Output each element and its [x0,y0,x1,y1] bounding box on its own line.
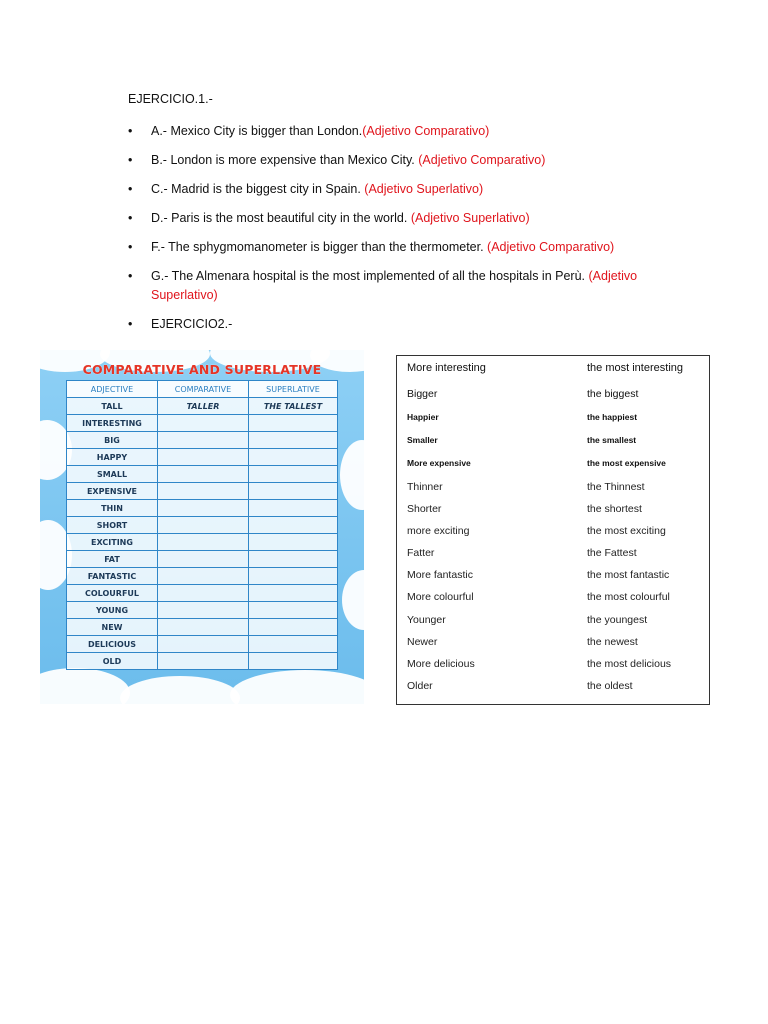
superlative-cell [249,534,338,551]
comparative-cell [158,517,249,534]
superlative-answer: the most expensive [587,458,666,468]
list-item [128,180,668,199]
comparative-cell [158,619,249,636]
superlative-answer: the oldest [587,680,633,692]
superlative-answer: the most fantastic [587,569,670,581]
adjective-cell: THIN [67,500,158,517]
superlative-answer: the Fattest [587,547,637,559]
superlative-answer: the newest [587,636,638,648]
answer-row [407,503,707,523]
superlative-answer: the shortest [587,503,642,515]
superlative-cell [249,483,338,500]
comparative-answer: Smaller [407,435,438,445]
grammar-tag: (Adjetivo Superlativo) [151,269,638,302]
comparative-answer: more exciting [407,525,470,537]
sentence-text: G.- The Almenara hospital is the most implemented of all the hospitals in Perù. [151,269,589,283]
table-row [67,602,338,619]
superlative-answer: the Thinnest [587,481,645,493]
comparative-answer: More interesting [407,362,486,374]
adjective-cell: SMALL [67,466,158,483]
adjective-cell: INTERESTING [67,415,158,432]
superlative-answer: the most delicious [587,658,672,670]
answer-row [407,658,707,678]
cloud-shape [342,570,364,630]
superlative-cell [249,449,338,466]
cloud-shape [120,676,240,704]
adjective-cell: COLOURFUL [67,585,158,602]
superlative-cell [249,517,338,534]
exercise1-heading: EJERCICIO.1.- [128,92,213,106]
grammar-tag: (Adjetivo Superlativo) [410,211,530,225]
comparative-answer: Newer [407,636,438,648]
adjective-cell: HAPPY [67,449,158,466]
answers-table [396,355,710,705]
table-row [67,619,338,636]
table-row [67,653,338,670]
worksheet-header-row [67,381,338,398]
superlative-answer: the biggest [587,388,639,400]
superlative-answer: the smallest [587,435,637,445]
answer-row [407,547,707,567]
adjective-cell: NEW [67,619,158,636]
answer-row [407,458,707,478]
table-row [67,483,338,500]
adjective-cell: FANTASTIC [67,568,158,585]
comparative-answer: Older [407,680,433,692]
comparative-answer: Shorter [407,503,442,515]
answer-row [407,481,707,501]
list-item [128,238,668,257]
comparative-answer: More expensive [407,458,471,468]
table-row [67,449,338,466]
superlative-cell [249,415,338,432]
answer-row [407,680,707,700]
comparative-answer: More fantastic [407,569,473,581]
superlative-cell [249,636,338,653]
comparative-answer: More delicious [407,658,475,670]
superlative-cell [249,568,338,585]
answer-row [407,569,707,589]
cloud-shape [340,440,364,510]
adjective-cell: BIG [67,432,158,449]
comparative-cell [158,534,249,551]
table-row [67,398,338,415]
list-item [128,315,668,334]
comparative-cell [158,483,249,500]
answer-row [407,435,707,455]
list-item [128,267,668,305]
superlative-cell [249,585,338,602]
column-header: ADJECTIVE [67,381,158,398]
worksheet-table [66,380,338,670]
comparative-answer: Younger [407,614,446,626]
bullet-icon: • [128,182,133,196]
table-row [67,415,338,432]
table-row [67,568,338,585]
table-row [67,466,338,483]
superlative-cell [249,619,338,636]
cloud-shape [230,670,364,704]
comparative-cell [158,551,249,568]
table-row [67,585,338,602]
answer-row [407,636,707,656]
sentence-text: C.- Madrid is the biggest city in Spain. [151,182,365,196]
adjective-cell: OLD [67,653,158,670]
column-header: SUPERLATIVE [249,381,338,398]
superlative-answer: the most colourful [587,591,670,603]
answer-row [407,362,707,382]
adjective-cell: DELICIOUS [67,636,158,653]
adjective-cell: YOUNG [67,602,158,619]
answer-row [407,591,707,611]
comparative-cell [158,466,249,483]
comparative-cell [158,500,249,517]
list-item [128,151,668,170]
exercise1-list [128,122,668,344]
grammar-tag: (Adjetivo Comparativo) [418,153,546,167]
bullet-icon: • [128,124,133,138]
table-row [67,551,338,568]
answer-row [407,388,707,408]
comparative-cell [158,636,249,653]
list-item [128,209,668,228]
superlative-answer: the most interesting [587,362,683,374]
comparative-cell [158,602,249,619]
answer-row [407,525,707,545]
superlative-cell: THE TALLEST [249,398,338,415]
comparative-answer: More colourful [407,591,474,603]
worksheet-body [67,398,338,670]
adjective-cell: EXCITING [67,534,158,551]
comparative-answer: Bigger [407,388,438,400]
comparative-answer: Thinner [407,481,443,493]
bullet-icon: • [128,317,133,331]
cloud-shape [40,668,130,704]
sentence-text: B.- London is more expensive than Mexico City. [151,153,419,167]
sentence-text: F.- The sphygmomanometer is bigger than the thermometer. [151,240,488,254]
adjective-cell: SHORT [67,517,158,534]
adjective-cell: EXPENSIVE [67,483,158,500]
worksheet-title: COMPARATIVE AND SUPERLATIVE [82,362,322,377]
adjective-cell: FAT [67,551,158,568]
worksheet-image [40,350,364,704]
comparative-cell [158,653,249,670]
bullet-icon: • [128,211,133,225]
superlative-cell [249,602,338,619]
grammar-tag: (Adjetivo Superlativo) [364,182,484,196]
list-item [128,122,668,141]
superlative-cell [249,653,338,670]
answer-row [407,412,707,432]
column-header: COMPARATIVE [158,381,249,398]
comparative-cell [158,585,249,602]
bullet-icon: • [128,153,133,167]
comparative-cell [158,449,249,466]
exercise2-heading: EJERCICIO2.- [151,317,233,331]
comparative-answer: Happier [407,412,439,422]
sentence-text: A.- Mexico City is bigger than London. [151,124,363,138]
superlative-answer: the most exciting [587,525,666,537]
comparative-answer: Fatter [407,547,435,559]
comparative-cell [158,432,249,449]
comparative-cell [158,568,249,585]
table-row [67,517,338,534]
superlative-answer: the youngest [587,614,648,626]
comparative-cell [158,415,249,432]
adjective-cell: TALL [67,398,158,415]
superlative-answer: the happiest [587,412,638,422]
superlative-cell [249,500,338,517]
table-row [67,534,338,551]
bullet-icon: • [128,240,133,254]
superlative-cell [249,432,338,449]
table-row [67,432,338,449]
comparative-cell: TALLER [158,398,249,415]
table-row [67,636,338,653]
superlative-cell [249,551,338,568]
bullet-icon: • [128,269,133,283]
grammar-tag: (Adjetivo Comparativo) [487,240,615,254]
table-row [67,500,338,517]
sentence-text: D.- Paris is the most beautiful city in the world. [151,211,411,225]
superlative-cell [249,466,338,483]
answer-row [407,614,707,634]
grammar-tag: (Adjetivo Comparativo) [362,124,490,138]
